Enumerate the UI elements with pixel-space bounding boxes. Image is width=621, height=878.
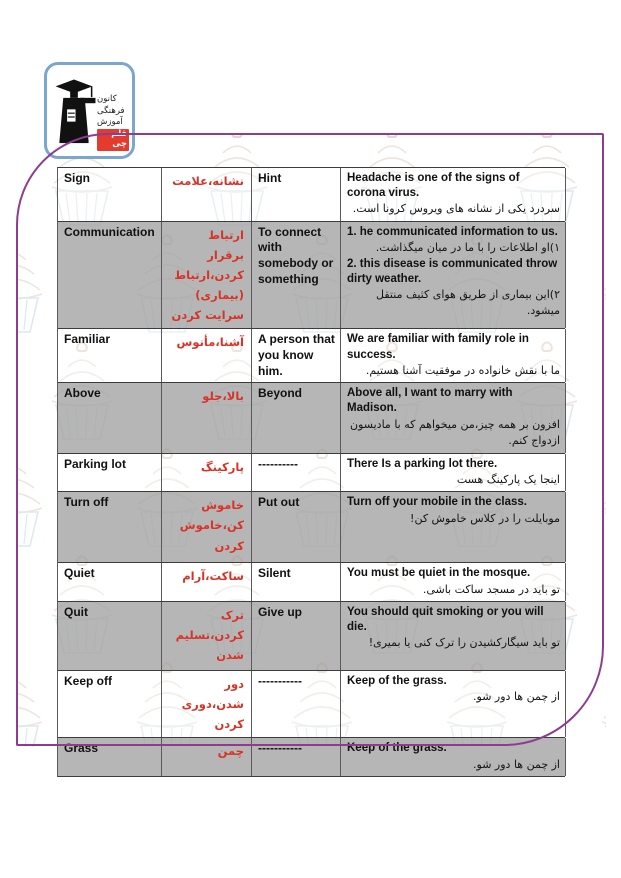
word-cell: Grass xyxy=(58,738,162,776)
examples-cell xyxy=(341,602,566,670)
logo-text-line-3: آموزش xyxy=(97,117,123,128)
word-cell: Above xyxy=(58,383,162,452)
hint-cell: A person that you know him. xyxy=(252,329,341,382)
hint-cell: ----------- xyxy=(252,738,341,776)
logo-text-line-1: کانون xyxy=(97,93,117,104)
cupcake-icon xyxy=(16,234,60,338)
word-cell: Quit xyxy=(58,602,162,670)
word-cell: Turn off xyxy=(58,492,162,562)
examples-cell xyxy=(341,738,566,776)
examples-cell xyxy=(341,383,566,452)
examples-cell xyxy=(341,492,566,562)
example-persian: از چمن ها دور شو. xyxy=(473,757,560,771)
word-cell: Sign xyxy=(58,168,162,221)
meaning-fa-cell: نشانه،علامت xyxy=(162,168,252,221)
logo-badge: قلم چی xyxy=(97,129,129,151)
example-persian: تو باید سیگارکشیدن را ترک کنی یا بمیری! xyxy=(368,636,560,650)
meaning-fa-cell: ترک کردن،تسلیم شدن xyxy=(162,602,252,670)
hint-cell: ----------- xyxy=(252,671,341,737)
meaning-fa-cell: ساکت،آرام xyxy=(162,563,252,601)
logo-text-line-2: فرهنگی xyxy=(97,105,125,116)
hint-cell: Give up xyxy=(252,602,341,670)
hint-cell: Hint xyxy=(252,168,341,221)
table-row xyxy=(58,222,565,330)
example-english: 1. he communicated information to us. xyxy=(347,225,558,238)
example-persian: موبایلت را در کلاس خاموش کن! xyxy=(410,511,560,525)
example-persian: ۲)این بیماری از طریق هوای کثیف منتقل میشود. xyxy=(376,287,560,318)
example-persian: سردرد یکی از نشانه های ویروس کرونا است. xyxy=(352,202,560,216)
cupcake-icon xyxy=(584,448,606,552)
cupcake-icon xyxy=(584,662,606,747)
example-english: Turn off your mobile in the class. xyxy=(347,496,527,509)
vocabulary-table xyxy=(57,167,565,777)
table-row xyxy=(58,168,565,222)
table-row xyxy=(58,602,565,671)
example-english: We are familiar with family role in success. xyxy=(347,333,529,361)
examples-cell xyxy=(341,563,566,601)
graduate-figure-icon xyxy=(51,69,97,152)
examples-cell xyxy=(341,671,566,737)
meaning-fa-cell: دور شدن،دوری کردن xyxy=(162,671,252,737)
example-persian: تو باید در مسجد ساکت باشی. xyxy=(422,582,560,596)
example-english: You should quit smoking or you will die. xyxy=(347,606,544,634)
example-english: There Is a parking lot there. xyxy=(347,457,498,470)
example-english: Keep of the grass. xyxy=(347,675,447,687)
logo-text xyxy=(97,69,129,152)
ghalamchi-logo xyxy=(44,62,135,159)
hint-cell: Silent xyxy=(252,563,341,601)
hint-cell: Beyond xyxy=(252,383,341,452)
word-cell: Familiar xyxy=(58,329,162,382)
meaning-fa-cell: پارکینگ xyxy=(162,454,252,492)
examples-cell xyxy=(341,454,566,492)
hint-cell: Put out xyxy=(252,492,341,562)
example-persian: اینجا یک پارکینگ هست xyxy=(456,472,560,486)
word-cell: Keep off xyxy=(58,671,162,737)
meaning-fa-cell: ارتباط برقرار کردن،ارتباط (بیماری) سرایت کردن xyxy=(162,222,252,329)
example-english: Keep of the grass. xyxy=(347,742,447,755)
table-row xyxy=(58,738,565,777)
meaning-fa-cell: آشنا،مأنوس xyxy=(162,329,252,382)
examples-cell xyxy=(341,329,566,382)
word-cell: Parking lot xyxy=(58,454,162,492)
example-persian: افزون بر همه چیز،من میخواهم که با مادیسون ازدواج کنم. xyxy=(350,417,560,448)
table-row xyxy=(58,454,565,493)
table-row xyxy=(58,563,565,602)
table-row xyxy=(58,383,565,453)
table-row xyxy=(58,671,565,738)
hint-cell: ---------- xyxy=(252,454,341,492)
example-english: Above all, I want to marry with Madison. xyxy=(347,387,513,415)
hint-cell: To connect with somebody or something xyxy=(252,222,341,329)
meaning-fa-cell: بالا،جلو xyxy=(162,383,252,452)
meaning-fa-cell: خاموش کن،خاموش کردن xyxy=(162,492,252,562)
examples-cell xyxy=(341,168,566,221)
example-english: 2. this disease is communicated throw dirty weather. xyxy=(347,257,558,285)
example-persian: ۱)او اطلاعات را با ما در میان میگذاشت. xyxy=(375,241,560,255)
word-cell: Quiet xyxy=(58,563,162,601)
example-persian: از چمن ها دور شو. xyxy=(473,690,560,704)
meaning-fa-cell: چمن xyxy=(162,738,252,776)
cupcake-icon xyxy=(16,662,60,747)
cupcake-icon xyxy=(16,448,60,552)
example-persian: ما با نقش خانواده در موفقیت آشنا هستیم. xyxy=(365,363,560,377)
table-row xyxy=(58,329,565,383)
example-english: You must be quiet in the mosque. xyxy=(347,567,531,580)
word-cell: Communication xyxy=(58,222,162,329)
example-english: Headache is one of the signs of corona virus. xyxy=(347,172,520,200)
cupcake-icon xyxy=(584,234,606,338)
examples-cell xyxy=(341,222,566,329)
table-row xyxy=(58,492,565,563)
